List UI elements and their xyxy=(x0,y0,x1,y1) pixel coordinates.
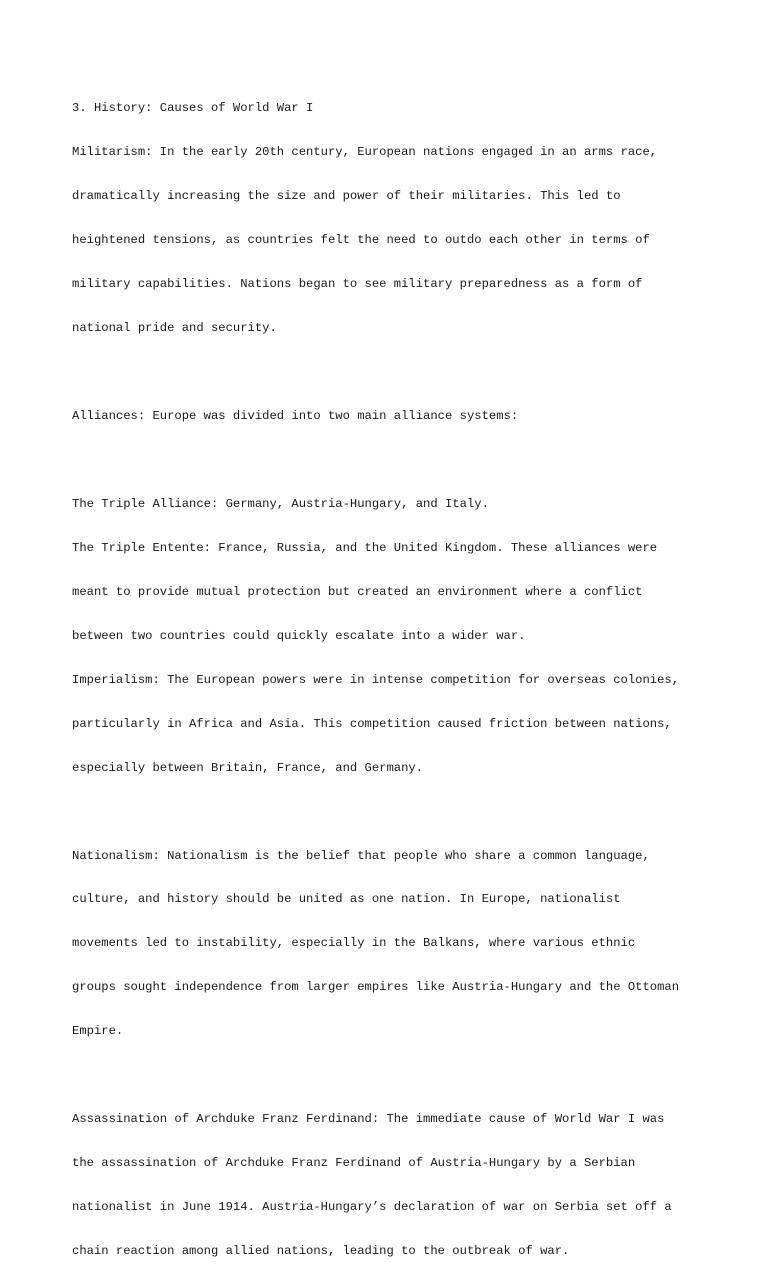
blank-line xyxy=(72,805,712,820)
nationalism-line-3: movements led to instability, especially in the Balkans, where various ethnic xyxy=(72,936,636,951)
militarism-line-3: heightened tensions, as countries felt the need to outdo each other in terms of xyxy=(72,233,650,248)
alliances-line-1: Alliances: Europe was divided into two main alliance systems: xyxy=(72,408,519,423)
nationalism-line-5: Empire. xyxy=(72,1024,124,1039)
nationalism-line-4: groups sought independence from larger empires like Austria-Hungary and the Ottoman xyxy=(72,980,680,995)
assassination-line-2: the assassination of Archduke Franz Ferdinand of Austria-Hungary by a Serbian xyxy=(72,1156,636,1171)
militarism-line-5: national pride and security. xyxy=(72,321,277,336)
nationalism-line-2: culture, and history should be united as one nation. In Europe, nationalist xyxy=(72,892,621,907)
document-title: 3. History: Causes of World War I xyxy=(72,101,314,116)
blank-line xyxy=(72,1068,712,1083)
imperialism-line-2: particularly in Africa and Asia. This competition caused friction between nations, xyxy=(72,716,672,731)
militarism-line-2: dramatically increasing the size and power of their militaries. This led to xyxy=(72,189,621,204)
assassination-line-3: nationalist in June 1914. Austria-Hungary’s declaration of war on Serbia set off a xyxy=(72,1200,672,1215)
militarism-line-1: Militarism: In the early 20th century, European nations engaged in an arms race, xyxy=(72,145,658,160)
nationalism-line-1: Nationalism: Nationalism is the belief that people who share a common language, xyxy=(72,848,650,863)
document-page xyxy=(72,72,712,1273)
triple-entente-line-3: between two countries could quickly escalate into a wider war. xyxy=(72,628,526,643)
imperialism-line-1: Imperialism: The European powers were in intense competition for overseas colonies, xyxy=(72,672,680,687)
militarism-line-4: military capabilities. Nations began to see military preparedness as a form of xyxy=(72,277,643,292)
blank-line xyxy=(72,365,712,380)
assassination-line-4: chain reaction among allied nations, leading to the outbreak of war. xyxy=(72,1244,570,1259)
imperialism-line-3: especially between Britain, France, and Germany. xyxy=(72,760,424,775)
triple-entente-line-1: The Triple Entente: France, Russia, and the United Kingdom. These alliances were xyxy=(72,540,658,555)
triple-alliance-line: The Triple Alliance: Germany, Austria-Hungary, and Italy. xyxy=(72,496,489,511)
triple-entente-line-2: meant to provide mutual protection but created an environment where a conflict xyxy=(72,584,643,599)
blank-line xyxy=(72,453,712,468)
assassination-line-1: Assassination of Archduke Franz Ferdinand: The immediate cause of World War I was xyxy=(72,1112,665,1127)
